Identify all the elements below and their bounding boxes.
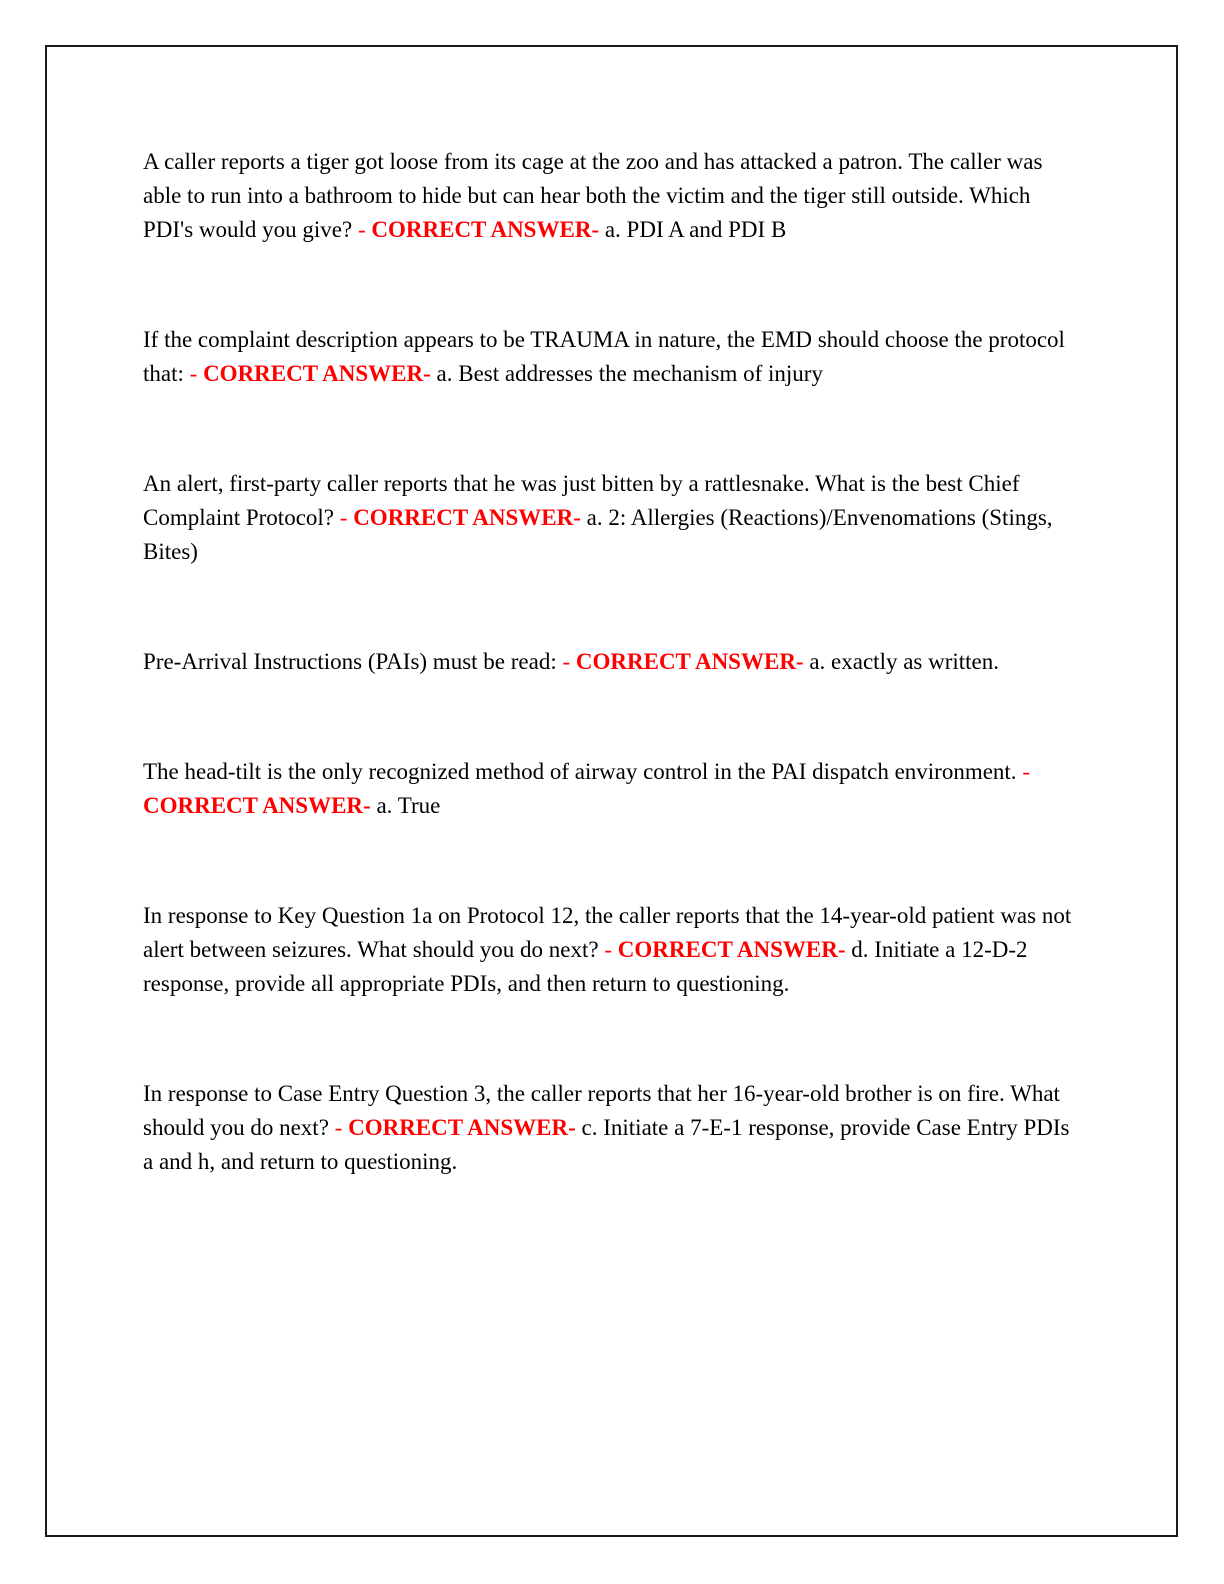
answer-text: d. Initiate a 12-D-2 response, provide all appropriate PDIs, and then return to questioning.	[143, 937, 1028, 996]
answer-dash: -	[1022, 759, 1030, 784]
document-page	[45, 45, 1178, 1537]
question-text: If the complaint description appears to be TRAUMA in nature, the EMD should choose the protocol that:	[143, 327, 1065, 386]
correct-answer-label: CORRECT ANSWER-	[203, 361, 431, 386]
qa-block	[143, 323, 1080, 391]
question-text: In response to Key Question 1a on Protocol 12, the caller reports that the 14-year-old patient was not alert between seizures. What should you do next?	[143, 903, 1072, 962]
answer-dash: -	[189, 361, 204, 386]
question-text: Pre-Arrival Instructions (PAIs) must be read:	[143, 649, 563, 674]
correct-answer-label: CORRECT ANSWER-	[617, 937, 846, 962]
question-text: A caller reports a tiger got loose from its cage at the zoo and has attacked a patron. The caller was able to run into a bathroom to hide but can hear both the victim and the tiger still outside. Which PDI's would you give?	[143, 149, 1043, 242]
answer-dash: -	[357, 217, 372, 242]
answer-text: a. Best addresses the mechanism of injury	[430, 361, 823, 386]
answer-text: a. PDI A and PDI B	[599, 217, 787, 242]
document-content	[47, 47, 1176, 1239]
answer-dash: -	[339, 505, 354, 530]
answer-dash: -	[562, 649, 576, 674]
qa-block	[143, 645, 1080, 679]
qa-block	[143, 467, 1080, 569]
qa-block	[143, 1077, 1080, 1179]
correct-answer-label: CORRECT ANSWER-	[575, 649, 804, 674]
answer-text: a. exactly as written.	[803, 649, 1000, 674]
qa-block	[143, 755, 1080, 823]
answer-dash: -	[604, 937, 618, 962]
question-text: The head-tilt is the only recognized method of airway control in the PAI dispatch environment.	[143, 759, 1023, 784]
qa-block	[143, 145, 1080, 247]
correct-answer-label: CORRECT ANSWER-	[353, 505, 581, 530]
answer-text: a. True	[370, 793, 441, 818]
qa-block	[143, 899, 1080, 1001]
question-text: An alert, first-party caller reports that he was just bitten by a rattlesnake. What is the best Chief Complaint Protocol?	[143, 471, 1020, 530]
correct-answer-label: CORRECT ANSWER-	[143, 793, 371, 818]
correct-answer-label: CORRECT ANSWER-	[371, 217, 600, 242]
answer-text: c. Initiate a 7-E-1 response, provide Case Entry PDIs a and h, and return to questioning.	[143, 1115, 1070, 1174]
answer-dash: -	[334, 1115, 349, 1140]
correct-answer-label: CORRECT ANSWER-	[348, 1115, 576, 1140]
question-text: In response to Case Entry Question 3, the caller reports that her 16-year-old brother is on fire. What should you do next?	[143, 1081, 1060, 1140]
answer-text: a. 2: Allergies (Reactions)/Envenomations (Stings, Bites)	[143, 505, 1053, 564]
